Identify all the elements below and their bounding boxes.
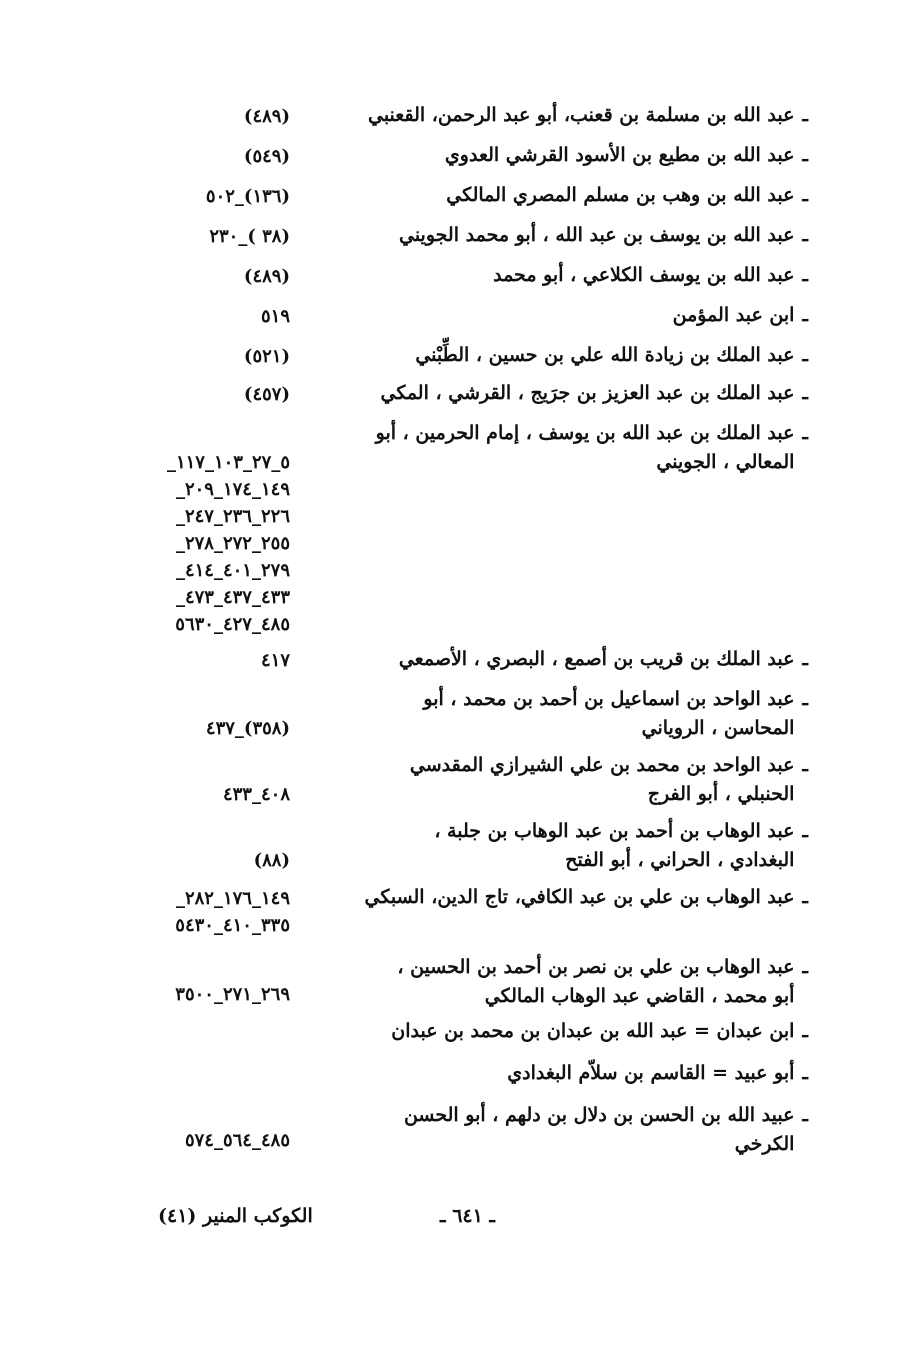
- entry-name: عبد الوهاب بن علي بن عبد الكافي، تاج الدين، السبكي: [364, 886, 795, 908]
- entry-name: ابن عبدان = عبد الله بن عبدان بن محمد بن عبدان: [391, 1020, 795, 1042]
- entry-name: عبد الله بن يوسف الكلاعي ، أبو محمد: [493, 264, 795, 286]
- entry-dash: ـ: [802, 648, 808, 670]
- entry-pages: (٥٢١): [243, 346, 290, 367]
- entry-pages: (٥٤٩): [243, 146, 290, 167]
- entry-dash: ـ: [802, 104, 808, 126]
- entry-dash: ـ: [802, 1062, 808, 1084]
- entry-dash: ـ: [802, 886, 808, 908]
- entry-name: أبو عبيد = القاسم بن سلاّم البغدادي: [507, 1062, 795, 1084]
- entry-dash: ـ: [802, 184, 808, 206]
- entry-name: عبد الله بن يوسف بن عبد الله ، أبو محمد الجويني: [398, 224, 795, 246]
- entry-dash: ـ: [802, 304, 808, 326]
- entry-pages: ٥١٩: [260, 306, 290, 327]
- entry-name: عبد الملك بن عبد الله بن يوسف ، إمام الحرمين ، أبو المعالي ، الجويني: [375, 422, 795, 473]
- entry-name: عبد الملك بن قريب بن أصمع ، البصري ، الأصمعي: [398, 648, 795, 670]
- entry-dash: ـ: [802, 382, 808, 404]
- entry-name: عبد الوهاب بن أحمد بن عبد الوهاب بن جلبة ، البغدادي ، الحراني ، أبو الفتح: [434, 820, 795, 871]
- entry-name: عبد الله بن مسلمة بن قعنب، أبو عبد الرحمن، القعنبي: [367, 104, 795, 126]
- page-footer: [0, 1205, 904, 1235]
- entry-dash: ـ: [802, 344, 808, 366]
- entry-name: عبد الملك بن زيادة الله علي بن حسين ، الطِّبْني: [415, 344, 795, 366]
- entry-pages: ٤٠٨_٤٣٣: [222, 784, 290, 805]
- entry-pages: (١٣٦)_٥٠٢: [205, 186, 290, 207]
- entry-name: عبد الواحد بن محمد بن علي الشيرازي المقدسي الحنبلي ، أبو الفرج: [409, 754, 795, 805]
- entry-dash: ـ: [802, 820, 808, 842]
- entry-pages: ١٤٩_١٧٦_٢٨٢_ ٣٣٥_٤١٠_٥٤٣٠: [175, 888, 290, 936]
- entry-pages: (٤٥٧): [243, 384, 290, 405]
- entry-pages: (٣٨ )_٢٣٠: [209, 226, 290, 247]
- entry-pages: ٥_٢٧_١٠٣_١١٧_ ١٤٩_١٧٤_٢٠٩_ ٢٢٦_٢٣٦_٢٤٧_ ٢٥٥_٢٧٢_٢٧٨_ ٢٧٩_٤٠١_٤١٤_ ٤٣٣_٤٣٧_٤٧٣_ ٤٨٥_٤٢٧_٥٦٣٠: [166, 452, 290, 635]
- entry-name: عبد الوهاب بن علي بن نصر بن أحمد بن الحسين ، أبو محمد ، القاضي عبد الوهاب المالكي: [397, 956, 795, 1007]
- entry-dash: ـ: [802, 1020, 808, 1042]
- entry-dash: ـ: [802, 688, 808, 710]
- entry-name: عبيد الله بن الحسن بن دلال بن دلهم ، أبو الحسن الكرخي: [403, 1104, 795, 1155]
- book-title: الكوكب المنير (٤١): [158, 1205, 313, 1227]
- page-number: ـ ٦٤١ ـ: [440, 1205, 495, 1227]
- entry-pages: (٤٨٩): [243, 266, 290, 287]
- entry-dash: ـ: [802, 144, 808, 166]
- entry-name: عبد الملك بن عبد العزيز بن جرَيج ، القرشي ، المكي: [380, 382, 795, 404]
- entry-dash: ـ: [802, 1104, 808, 1126]
- entry-pages: ٢٦٩_٢٧١_٣٥٠٠: [175, 984, 290, 1005]
- entry-pages: (٨٨): [253, 850, 290, 871]
- entry-pages: (٣٥٨)_٤٣٧: [205, 718, 290, 739]
- entry-dash: ـ: [802, 422, 808, 444]
- entry-name: ابن عبد المؤمن: [672, 304, 795, 326]
- entry-pages: (٤٨٩): [243, 106, 290, 127]
- entry-dash: ـ: [802, 264, 808, 286]
- entry-pages: ٤٨٥_٥٦٤_٥٧٤: [184, 1130, 290, 1151]
- entry-name: عبد الواحد بن اسماعيل بن أحمد بن محمد ، أبو المحاسن ، الروياني: [423, 688, 795, 739]
- entry-dash: ـ: [802, 754, 808, 776]
- entry-name: عبد الله بن وهب بن مسلم المصري المالكي: [446, 184, 795, 206]
- entry-dash: ـ: [802, 224, 808, 246]
- entry-pages: ٤١٧: [260, 650, 290, 671]
- entry-dash: ـ: [802, 956, 808, 978]
- entry-name: عبد الله بن مطيع بن الأسود القرشي العدوي: [444, 144, 795, 166]
